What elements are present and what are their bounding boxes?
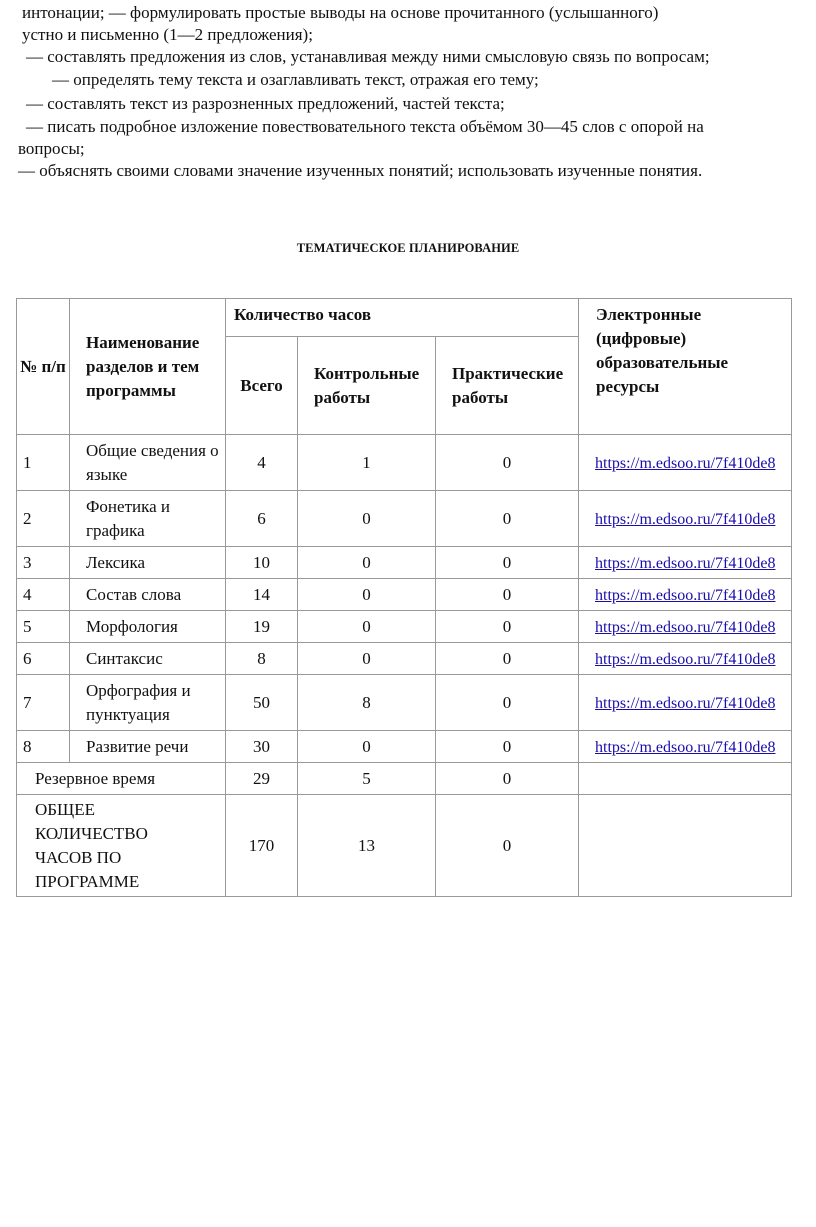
resource-link[interactable]: https://m.edsoo.ru/7f410de8: [595, 554, 776, 572]
header-practical: [436, 337, 579, 435]
header-resources-label: Электронные (цифровые) образовательные ресурсы: [596, 305, 729, 396]
resource-link[interactable]: https://m.edsoo.ru/7f410de8: [595, 738, 776, 756]
table-row: [17, 611, 792, 643]
row-total: 10: [226, 547, 298, 579]
intro-line: — писать подробное изложение повествовательного текста объёмом 30—45 слов с опорой на: [26, 117, 704, 136]
row-name: Морфология: [70, 611, 226, 643]
table-row: [17, 491, 792, 547]
row-total: 50: [226, 675, 298, 731]
row-practical: 0: [436, 491, 579, 547]
row-num: 6: [17, 643, 70, 675]
row-num: 7: [17, 675, 70, 731]
row-name: Синтаксис: [70, 643, 226, 675]
row-total: 19: [226, 611, 298, 643]
row-num: 8: [17, 731, 70, 763]
row-practical: 0: [436, 547, 579, 579]
header-control-label: Контрольные работы: [314, 363, 420, 407]
resource-link[interactable]: https://m.edsoo.ru/7f410de8: [595, 586, 776, 604]
row-practical: 0: [436, 675, 579, 731]
row-num: 5: [17, 611, 70, 643]
reserve-row: [17, 763, 792, 795]
row-name: Общие сведения о языке: [70, 435, 226, 491]
header-control: [298, 337, 436, 435]
table-row: [17, 547, 792, 579]
row-practical: 0: [436, 435, 579, 491]
header-resources: [579, 299, 792, 435]
row-control: 0: [298, 491, 436, 547]
intro-line: устно и письменно (1—2 предложения);: [22, 25, 313, 44]
row-num: 1: [17, 435, 70, 491]
intro-line: — объяснять своими словами значение изученных понятий; использовать изученные понятия.: [18, 161, 703, 180]
row-control: 8: [298, 675, 436, 731]
row-total: 8: [226, 643, 298, 675]
summary-total: 170: [226, 795, 298, 897]
header-total: [226, 337, 298, 435]
row-name: Состав слова: [70, 579, 226, 611]
resource-link[interactable]: https://m.edsoo.ru/7f410de8: [595, 618, 776, 636]
row-num: 3: [17, 547, 70, 579]
header-practical-label: Практические работы: [452, 363, 564, 407]
table-row: [17, 435, 792, 491]
section-title: ТЕМАТИЧЕСКОЕ ПЛАНИРОВАНИЕ: [296, 241, 520, 255]
row-name: Фонетика и графика: [70, 491, 226, 547]
row-name: Лексика: [70, 547, 226, 579]
resource-link[interactable]: https://m.edsoo.ru/7f410de8: [595, 650, 776, 668]
header-num: [17, 299, 70, 435]
row-name: Орфография и пунктуация: [70, 675, 226, 731]
row-name: Развитие речи: [70, 731, 226, 763]
table-row: [17, 579, 792, 611]
row-control: 0: [298, 611, 436, 643]
row-practical: 0: [436, 579, 579, 611]
intro-line: вопросы;: [18, 139, 85, 158]
row-control: 1: [298, 435, 436, 491]
row-control: 0: [298, 579, 436, 611]
header-name: [70, 299, 226, 435]
table-row: [17, 675, 792, 731]
reserve-total: 29: [226, 763, 298, 795]
table-row: [17, 731, 792, 763]
row-control: 0: [298, 547, 436, 579]
intro-line: — определять тему текста и озаглавливать текст, отражая его тему;: [52, 70, 539, 89]
summary-label: ОБЩЕЕ КОЛИЧЕСТВО ЧАСОВ ПО ПРОГРАММЕ: [17, 795, 226, 897]
header-hours: [226, 299, 579, 337]
table-row: [17, 643, 792, 675]
summary-row: [17, 795, 792, 897]
row-control: 0: [298, 643, 436, 675]
resource-link[interactable]: https://m.edsoo.ru/7f410de8: [595, 694, 776, 712]
row-practical: 0: [436, 611, 579, 643]
header-hours-label: Количество часов: [234, 305, 372, 324]
row-control: 0: [298, 731, 436, 763]
reserve-practical: 0: [436, 763, 579, 795]
reserve-control: 5: [298, 763, 436, 795]
row-total: 14: [226, 579, 298, 611]
thematic-planning-table: [16, 298, 792, 897]
intro-line: — составлять предложения из слов, устанавливая между ними смысловую связь по вопросам;: [26, 47, 710, 66]
row-num: 4: [17, 579, 70, 611]
summary-practical: 0: [436, 795, 579, 897]
header-name-label: Наименование разделов и тем программы: [86, 332, 200, 400]
summary-control: 13: [298, 795, 436, 897]
row-practical: 0: [436, 643, 579, 675]
header-total-label: Всего: [240, 375, 283, 395]
resource-link[interactable]: https://m.edsoo.ru/7f410de8: [595, 454, 776, 472]
row-total: 6: [226, 491, 298, 547]
intro-line: — составлять текст из разрозненных предложений, частей текста;: [26, 94, 505, 113]
resource-link[interactable]: https://m.edsoo.ru/7f410de8: [595, 510, 776, 528]
header-num-label: № п/п: [20, 356, 66, 376]
reserve-label: Резервное время: [17, 763, 226, 795]
intro-line: интонации; — формулировать простые выводы на основе прочитанного (услышанного): [22, 3, 659, 22]
row-total: 4: [226, 435, 298, 491]
row-num: 2: [17, 491, 70, 547]
row-practical: 0: [436, 731, 579, 763]
row-total: 30: [226, 731, 298, 763]
